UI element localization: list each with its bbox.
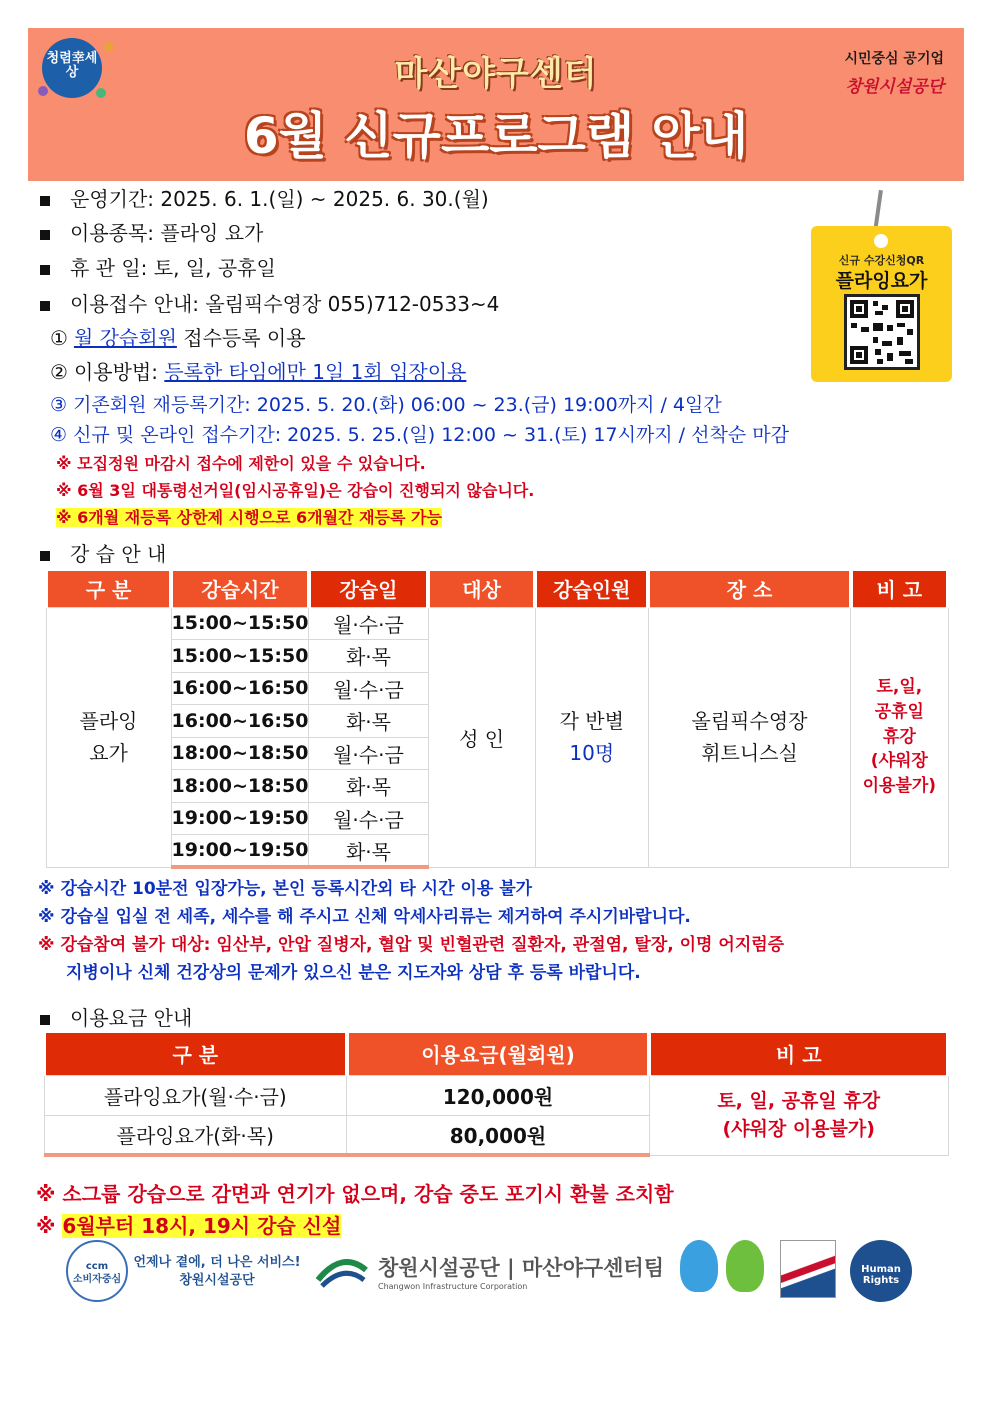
item2-label: 이용방법: bbox=[73, 360, 165, 384]
time-cell: 16:00~16:50 bbox=[171, 705, 309, 738]
info-item1 bbox=[50, 322, 306, 351]
col-header-days: 강습일 bbox=[309, 571, 428, 607]
table-row bbox=[44, 1075, 948, 1115]
fee-remark-line1: 토, 일, 공휴일 휴강 bbox=[717, 1089, 881, 1112]
schedule-note2: ※ 강습실 입실 전 세족, 세수를 해 주시고 신체 악세사리류는 제거하여 주시기바랍니다. bbox=[38, 907, 691, 927]
bottom-note2-prefix: ※ bbox=[36, 1214, 63, 1238]
fee-name-cell: 플라잉요가(월·수·금) bbox=[44, 1075, 347, 1115]
qr-code-icon[interactable] bbox=[844, 294, 920, 370]
col-header-target: 대상 bbox=[428, 571, 535, 607]
ccm-logo bbox=[66, 1240, 128, 1302]
days-cell: 화·목 bbox=[309, 640, 428, 673]
schedule-note3-label: ※ 강습참여 불가 대상: bbox=[38, 935, 217, 955]
time-cell: 18:00~18:50 bbox=[171, 770, 309, 803]
info-closed-text: 휴 관 일: 토, 일, 공휴일 bbox=[70, 256, 276, 280]
mascot-icon bbox=[726, 1240, 764, 1292]
time-cell: 19:00~19:50 bbox=[171, 802, 309, 835]
certification-icon bbox=[780, 1240, 836, 1298]
info-note1: ※ 모집정원 마감시 접수에 제한이 있을 수 있습니다. bbox=[56, 454, 426, 473]
fee-header-category: 구 분 bbox=[44, 1033, 347, 1075]
square-bullet-icon bbox=[40, 196, 50, 206]
schedule-section-title bbox=[40, 538, 166, 567]
remark-cell bbox=[851, 607, 948, 867]
place-line2: 휘트니스실 bbox=[701, 741, 798, 765]
corp-name: 창원시설공단 | 마산야구센터팀 bbox=[378, 1256, 665, 1280]
schedule-note3 bbox=[38, 930, 784, 955]
capacity-cell bbox=[535, 607, 648, 867]
time-cell: 15:00~15:50 bbox=[171, 640, 309, 673]
info-sport bbox=[40, 217, 263, 246]
info-item4: ④ 신규 및 온라인 접수기간: 2025. 5. 25.(일) 12:00 ~ 31.(토) 17시까지 / 선착순 마감 bbox=[50, 424, 789, 446]
fees-section-title-text: 이용요금 안내 bbox=[70, 1006, 193, 1030]
remark-line5: 이용불가) bbox=[862, 775, 937, 796]
place-line1: 올림픽수영장 bbox=[691, 709, 808, 733]
ccm-logo-subtext: 소비자중심 bbox=[72, 1274, 122, 1285]
info-note3 bbox=[56, 505, 442, 528]
remark-line3: 휴강 bbox=[882, 726, 916, 747]
human-rights-logo bbox=[850, 1240, 912, 1302]
program-name: 플라잉 요가 bbox=[79, 709, 138, 765]
org-logo bbox=[844, 48, 944, 97]
health-logo-icon bbox=[312, 1240, 372, 1304]
info-contact-text: 이용접수 안내: 올림픽수영장 055)712-0533~4 bbox=[70, 292, 500, 316]
integrity-logo-text: 청렴幸세상 bbox=[46, 51, 98, 81]
fee-header-price: 이용요금(월회원) bbox=[347, 1033, 650, 1075]
capacity-label: 각 반별 bbox=[559, 709, 624, 733]
col-header-time: 강습시간 bbox=[171, 571, 309, 607]
remark-line2: 공휴일 bbox=[874, 702, 924, 723]
info-item2 bbox=[50, 356, 466, 385]
info-contact bbox=[40, 288, 499, 317]
info-period bbox=[40, 183, 489, 212]
capacity-value: 10명 bbox=[569, 741, 615, 765]
schedule-note3-cont: 지병이나 신체 건강상의 문제가 있으신 분은 지도자와 상담 후 등록 바랍니다. bbox=[66, 963, 641, 983]
info-item3: ③ 기존회원 재등록기간: 2025. 5. 20.(화) 06:00 ~ 23.(금) 19:00까지 / 4일간 bbox=[50, 394, 722, 416]
fee-remark-line2: (샤워장 이용불가) bbox=[722, 1118, 875, 1140]
item1-link[interactable]: 월 강습회원 bbox=[73, 326, 177, 350]
col-header-category: 구 분 bbox=[46, 571, 171, 607]
item2-link[interactable]: 등록한 타임에만 1일 1회 입장이용 bbox=[164, 360, 467, 384]
program-cell bbox=[46, 607, 171, 867]
fee-name-cell: 플라잉요가(화·목) bbox=[44, 1115, 347, 1155]
table-row bbox=[46, 607, 948, 640]
fee-header-remark: 비 고 bbox=[649, 1033, 948, 1075]
info-note3-text: ※ 6개월 재등록 상한제 시행으로 6개월간 재등록 가능 bbox=[56, 508, 442, 527]
item2-number: ② bbox=[50, 360, 68, 384]
fee-price-cell: 120,000원 bbox=[347, 1075, 650, 1115]
qr-title: 플라잉요가 bbox=[835, 270, 928, 292]
qr-card[interactable] bbox=[811, 226, 952, 382]
days-cell: 월·수·금 bbox=[309, 607, 428, 640]
center-name: 마산야구센터 bbox=[394, 54, 598, 94]
header-banner bbox=[28, 28, 964, 181]
col-header-capacity: 강습인원 bbox=[535, 571, 648, 607]
time-cell: 16:00~16:50 bbox=[171, 672, 309, 705]
square-bullet-icon bbox=[40, 230, 50, 240]
square-bullet-icon bbox=[40, 1015, 50, 1025]
days-cell: 월·수·금 bbox=[309, 737, 428, 770]
corp-name-en: Changwon Infrastructure Corporation bbox=[378, 1282, 528, 1291]
item1-text: 접수등록 이용 bbox=[176, 326, 306, 350]
slogan-line1: 언제나 곁에, 더 나은 서비스! bbox=[133, 1255, 301, 1270]
ccm-logo-text: ccm bbox=[85, 1261, 109, 1272]
schedule-note1: ※ 강습시간 10분전 입장가능, 본인 등록시간외 타 시간 이용 불가 bbox=[38, 879, 533, 899]
fee-remark-cell bbox=[649, 1075, 948, 1155]
fee-price-cell: 80,000원 bbox=[347, 1115, 650, 1155]
place-cell bbox=[648, 607, 850, 867]
footer-logos bbox=[60, 1240, 930, 1310]
slogan bbox=[132, 1240, 302, 1304]
schedule-note3-text: 임산부, 안압 질병자, 혈압 및 빈혈관련 질환자, 관절염, 탈장, 이명 어지럼증 bbox=[216, 935, 785, 955]
human-rights-text: Human Rights bbox=[861, 1264, 901, 1286]
square-bullet-icon bbox=[40, 301, 50, 311]
time-cell: 18:00~18:50 bbox=[171, 737, 309, 770]
corp-logo bbox=[378, 1240, 678, 1304]
col-header-place: 장 소 bbox=[648, 571, 850, 607]
days-cell: 월·수·금 bbox=[309, 802, 428, 835]
remark-line1: 토,일, bbox=[876, 677, 923, 698]
info-sport-text: 이용종목: 플라잉 요가 bbox=[70, 221, 264, 245]
bottom-note2-text: 6월부터 18시, 19시 강습 신설 bbox=[62, 1214, 342, 1238]
days-cell: 화·목 bbox=[309, 705, 428, 738]
org-name: 창원시설공단 bbox=[845, 77, 944, 97]
time-cell: 15:00~15:50 bbox=[171, 607, 309, 640]
remark-line4: (샤워장 bbox=[870, 751, 928, 772]
info-note2: ※ 6월 3일 대통령선거일(임시공휴일)은 강습이 진행되지 않습니다. bbox=[56, 481, 535, 500]
qr-caption: 신규 수강신청QR bbox=[838, 254, 925, 267]
square-bullet-icon bbox=[40, 551, 50, 561]
item1-number: ① bbox=[50, 326, 68, 350]
tag-hole-icon bbox=[874, 234, 888, 248]
time-cell: 19:00~19:50 bbox=[171, 835, 309, 868]
bottom-note1: ※ 소그룹 강습으로 감면과 연기가 없으며, 강습 중도 포기시 환불 조치함 bbox=[36, 1182, 674, 1206]
bottom-note2 bbox=[36, 1210, 341, 1239]
info-closed bbox=[40, 252, 276, 281]
page-title: 6월 신규프로그램 안내 bbox=[243, 107, 749, 165]
days-cell: 화·목 bbox=[309, 835, 428, 868]
fees-section-title bbox=[40, 1002, 192, 1031]
days-cell: 화·목 bbox=[309, 770, 428, 803]
info-period-text: 운영기간: 2025. 6. 1.(일) ~ 2025. 6. 30.(월) bbox=[70, 187, 489, 211]
square-bullet-icon bbox=[40, 265, 50, 275]
schedule-section-title-text: 강 습 안 내 bbox=[70, 542, 167, 566]
target-cell: 성 인 bbox=[428, 607, 535, 867]
fees-header-row bbox=[44, 1033, 948, 1075]
schedule-table bbox=[44, 571, 950, 869]
schedule-header-row bbox=[46, 571, 948, 607]
col-header-remark: 비 고 bbox=[851, 571, 948, 607]
fees-table bbox=[42, 1033, 950, 1157]
days-cell: 월·수·금 bbox=[309, 672, 428, 705]
slogan-line2: 창원시설공단 bbox=[179, 1273, 255, 1289]
org-tagline: 시민중심 공기업 bbox=[844, 51, 944, 67]
mascot-icon bbox=[680, 1240, 718, 1292]
